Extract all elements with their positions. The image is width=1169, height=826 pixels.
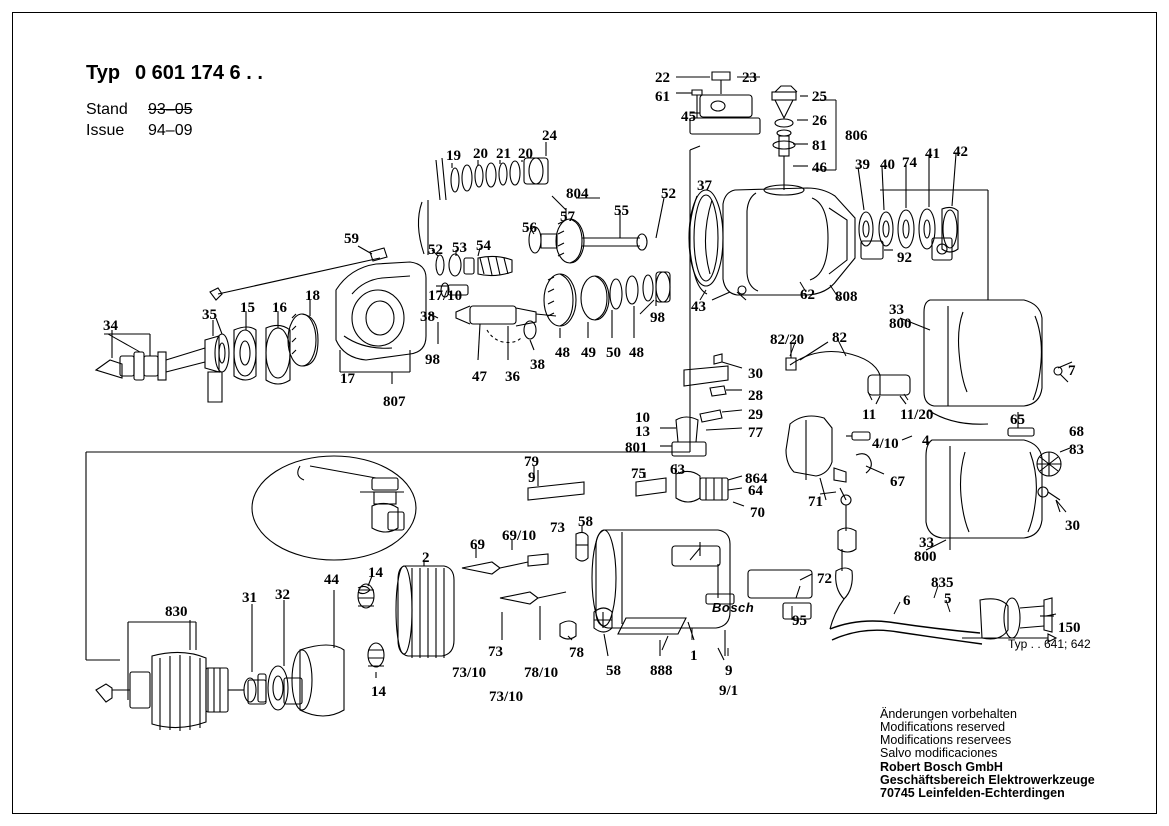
callout-47: 47 <box>472 369 487 385</box>
callout-36: 36 <box>505 369 520 385</box>
callout-73: 73 <box>488 644 503 660</box>
callout-24: 24 <box>542 128 557 144</box>
callout-10: 10 <box>635 410 650 426</box>
callout-808: 808 <box>835 289 858 305</box>
callout-79: 79 <box>524 454 539 470</box>
callout-4: 4 <box>922 433 930 449</box>
callout-11-20: 11/20 <box>900 407 934 423</box>
callout-95: 95 <box>792 613 807 629</box>
callout-42: 42 <box>953 144 968 160</box>
type-label: Typ <box>86 62 121 84</box>
callout-45: 45 <box>681 109 696 125</box>
callout-75: 75 <box>631 466 646 482</box>
callout-21: 21 <box>496 146 511 162</box>
callout-29: 29 <box>748 407 763 423</box>
callout-44: 44 <box>324 572 339 588</box>
callout-70: 70 <box>750 505 765 521</box>
callout-1: 1 <box>690 648 698 664</box>
stand-value: 93–05 <box>148 101 193 118</box>
callout-5: 5 <box>944 591 952 607</box>
callout-74: 74 <box>902 155 917 171</box>
callout-30: 30 <box>1065 518 1080 534</box>
callout-78: 78 <box>569 645 584 661</box>
callout-46: 46 <box>812 160 827 176</box>
callout-71: 71 <box>808 494 823 510</box>
callout-59: 59 <box>344 231 359 247</box>
callout-835: 835 <box>931 575 954 591</box>
callout-11: 11 <box>862 407 877 423</box>
callout-804: 804 <box>566 186 589 202</box>
callout-48: 48 <box>555 345 570 361</box>
callout-9: 9 <box>725 663 733 679</box>
callout-17-10: 17/10 <box>428 288 463 304</box>
callout-18: 18 <box>305 288 320 304</box>
callout-61: 61 <box>655 89 670 105</box>
callout-14: 14 <box>371 684 386 700</box>
callout-78-10: 78/10 <box>524 665 559 681</box>
callout-807: 807 <box>383 394 406 410</box>
callout-38: 38 <box>530 357 545 373</box>
callout-68: 68 <box>1069 424 1084 440</box>
callout-9: 9 <box>528 470 536 486</box>
callout-65: 65 <box>1010 412 1025 428</box>
callout-77: 77 <box>748 425 763 441</box>
callout-32: 32 <box>275 587 290 603</box>
callout-34: 34 <box>103 318 118 334</box>
callout-58: 58 <box>578 514 593 530</box>
callout-800: 800 <box>914 549 937 565</box>
callout-16: 16 <box>272 300 287 316</box>
callout-31: 31 <box>242 590 257 606</box>
callout-43: 43 <box>691 299 706 315</box>
footer-line-2: Modifications reservees <box>880 733 1012 747</box>
callout-73: 73 <box>550 520 565 536</box>
callout-33: 33 <box>919 535 934 551</box>
callout-69: 69 <box>470 537 485 553</box>
callout-52: 52 <box>428 242 443 258</box>
callout-81: 81 <box>812 138 827 154</box>
footer-line-5: Geschäftsbereich Elektrowerkzeuge <box>880 773 1095 787</box>
callout-50: 50 <box>606 345 621 361</box>
callout-64: 64 <box>748 483 763 499</box>
callout-33: 33 <box>889 302 904 318</box>
callout-41: 41 <box>925 146 940 162</box>
callout-13: 13 <box>635 424 650 440</box>
callout-69-10: 69/10 <box>502 528 537 544</box>
callout-83: 83 <box>1069 442 1084 458</box>
footer-line-0: Änderungen vorbehalten <box>880 707 1017 721</box>
callout-82: 82 <box>832 330 847 346</box>
callout-4-10: 4/10 <box>872 436 899 452</box>
typ-note: Typ . . 641; 642 <box>1008 637 1091 651</box>
callout-15: 15 <box>240 300 255 316</box>
callout-17: 17 <box>340 371 355 387</box>
callout-98: 98 <box>650 310 665 326</box>
callout-35: 35 <box>202 307 217 323</box>
callout-26: 26 <box>812 113 827 129</box>
callout-150: 150 <box>1058 620 1081 636</box>
callout-52: 52 <box>661 186 676 202</box>
callout-25: 25 <box>812 89 827 105</box>
bosch-logo: Bosch <box>712 600 755 615</box>
callout-54: 54 <box>476 238 491 254</box>
callout-806: 806 <box>845 128 868 144</box>
footer-line-3: Salvo modificaciones <box>880 746 998 760</box>
type-number: 0 601 174 6 . . <box>135 62 263 84</box>
callout-888: 888 <box>650 663 673 679</box>
callout-40: 40 <box>880 157 895 173</box>
callout-73-10: 73/10 <box>452 665 487 681</box>
callout-37: 37 <box>697 178 712 194</box>
callout-14: 14 <box>368 565 383 581</box>
callout-53: 53 <box>452 240 467 256</box>
callout-55: 55 <box>614 203 629 219</box>
callout-20: 20 <box>518 146 533 162</box>
callout-62: 62 <box>800 287 815 303</box>
callout-801: 801 <box>625 440 648 456</box>
issue-label: Issue <box>86 122 125 139</box>
callout-49: 49 <box>581 345 596 361</box>
callout-98: 98 <box>425 352 440 368</box>
callout-82-20: 82/20 <box>770 332 805 348</box>
callout-38: 38 <box>420 309 435 325</box>
callout-57: 57 <box>560 209 575 225</box>
callout-9-1: 9/1 <box>719 683 739 699</box>
callout-39: 39 <box>855 157 870 173</box>
callout-58: 58 <box>606 663 621 679</box>
callout-73-10: 73/10 <box>489 689 524 705</box>
callout-864: 864 <box>745 471 768 487</box>
callout-30: 30 <box>748 366 763 382</box>
callout-23: 23 <box>742 70 757 86</box>
callout-7: 7 <box>1068 363 1076 379</box>
callout-63: 63 <box>670 462 685 478</box>
footer-line-1: Modifications reserved <box>880 720 1006 734</box>
callout-2: 2 <box>422 550 430 566</box>
footer-line-6: 70745 Leinfelden-Echterdingen <box>880 786 1065 800</box>
footer-line-4: Robert Bosch GmbH <box>880 760 1003 774</box>
callout-20: 20 <box>473 146 488 162</box>
callout-67: 67 <box>890 474 905 490</box>
issue-value: 94–09 <box>148 122 193 139</box>
callout-6: 6 <box>903 593 911 609</box>
callout-56: 56 <box>522 220 537 236</box>
stand-label: Stand <box>86 101 128 118</box>
callout-22: 22 <box>655 70 670 86</box>
callout-830: 830 <box>165 604 188 620</box>
callout-92: 92 <box>897 250 912 266</box>
callout-800: 800 <box>889 316 912 332</box>
callout-72: 72 <box>817 571 832 587</box>
callout-48: 48 <box>629 345 644 361</box>
callout-28: 28 <box>748 388 763 404</box>
callout-19: 19 <box>446 148 461 164</box>
